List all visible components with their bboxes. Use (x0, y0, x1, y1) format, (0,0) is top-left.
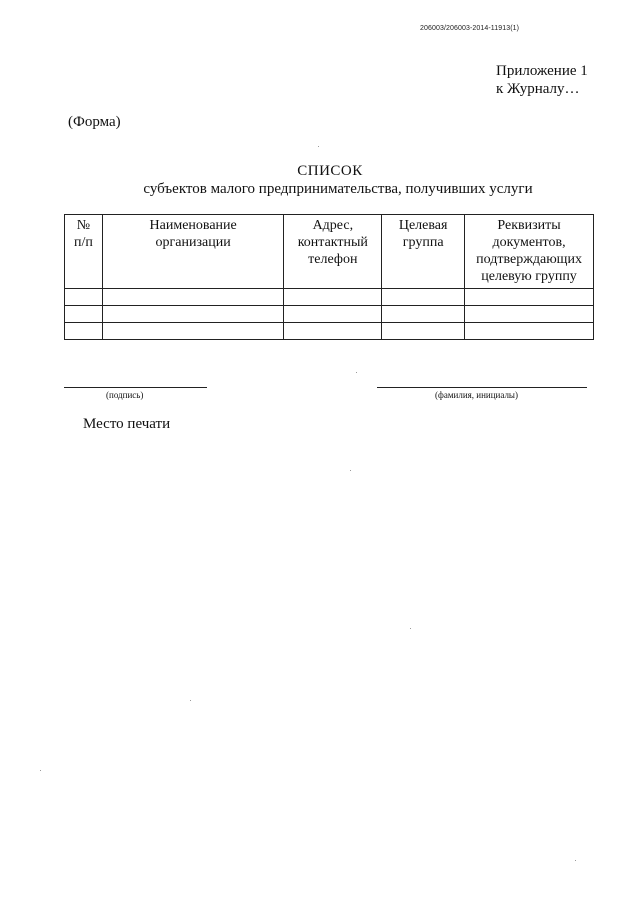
signature-line[interactable] (64, 387, 207, 388)
table-cell[interactable] (102, 306, 284, 323)
table-row (65, 323, 594, 340)
column-header-target-group: Целевая группа (382, 215, 465, 289)
scan-speck (318, 146, 319, 147)
document-code: 206003/206003-2014-11913(1) (420, 25, 520, 32)
table-cell[interactable] (65, 323, 103, 340)
table-cell[interactable] (102, 323, 284, 340)
table-cell[interactable] (65, 306, 103, 323)
seal-place-label: Место печати (83, 416, 171, 432)
scan-speck (40, 770, 41, 771)
table-cell[interactable] (382, 306, 465, 323)
name-initials-line[interactable] (377, 387, 587, 388)
table-cell[interactable] (465, 289, 594, 306)
table-cell[interactable] (102, 289, 284, 306)
document-subtitle: субъектов малого предпринимательства, получивших услуги (143, 181, 533, 197)
document-title: СПИСОК (297, 163, 363, 179)
column-header-documents: Реквизиты документов, подтверждающих целевую группу (465, 215, 594, 289)
table-cell[interactable] (465, 323, 594, 340)
column-header-address: Адрес, контактный телефон (284, 215, 382, 289)
appendix-line-2: к Журналу… (496, 81, 580, 97)
scan-speck (190, 700, 191, 701)
table-cell[interactable] (465, 306, 594, 323)
table-cell[interactable] (382, 289, 465, 306)
appendix-reference (496, 62, 588, 98)
scan-speck (350, 470, 351, 471)
form-label: (Форма) (68, 114, 121, 130)
table-header-row (65, 215, 594, 289)
column-header-number: № п/п (65, 215, 103, 289)
scan-speck (410, 628, 411, 629)
name-initials-caption: (фамилия, инициалы) (435, 390, 518, 400)
table-cell[interactable] (284, 306, 382, 323)
column-header-organization: Наименование организации (102, 215, 284, 289)
scan-speck (356, 372, 357, 373)
table-row (65, 289, 594, 306)
recipients-table (64, 214, 594, 340)
table-cell[interactable] (284, 289, 382, 306)
table-cell[interactable] (284, 323, 382, 340)
scan-speck (575, 860, 576, 861)
table-cell[interactable] (382, 323, 465, 340)
signature-caption: (подпись) (106, 390, 144, 400)
table-cell[interactable] (65, 289, 103, 306)
appendix-line-1: Приложение 1 (496, 63, 588, 79)
table-row (65, 306, 594, 323)
